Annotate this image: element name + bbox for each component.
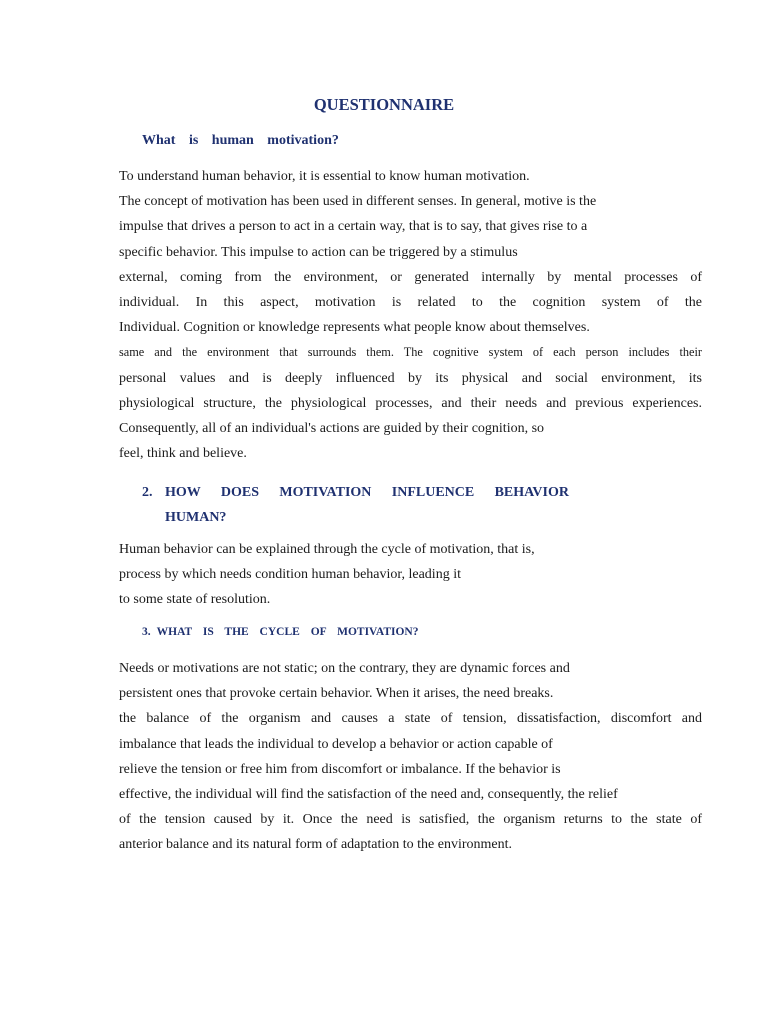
paragraph-line: process by which needs condition human behavior, leading it	[119, 567, 461, 583]
section-2-heading	[142, 480, 569, 530]
paragraph-line: The concept of motivation has been used in different senses. In general, motive is the	[119, 194, 597, 210]
section-1-paragraph	[119, 164, 702, 466]
paragraph-line: physiological structure, the physiological processes, and their needs and previous experiences.	[119, 395, 702, 411]
section-2-heading-line-1: HOW DOES MOTIVATION INFLUENCE BEHAVIOR	[165, 485, 569, 500]
paragraph-line: of the tension caused by it. Once the need is satisfied, the organism returns to the state of	[119, 812, 702, 828]
section-2-paragraph	[119, 537, 535, 613]
paragraph-line: feel, think and believe.	[119, 446, 247, 462]
section-2-heading-line-2: HUMAN?	[165, 510, 227, 525]
paragraph-line: to some state of resolution.	[119, 592, 271, 608]
paragraph-line: Individual. Cognition or knowledge represents what people know about themselves.	[119, 320, 590, 336]
document-title: QUESTIONNAIRE	[313, 95, 455, 114]
paragraph-line: the balance of the organism and causes a state of tension, dissatisfaction, discomfort and	[119, 711, 702, 727]
paragraph-line: persistent ones that provoke certain behavior. When it arises, the need breaks.	[119, 686, 554, 702]
paragraph-line: Needs or motivations are not static; on the contrary, they are dynamic forces and	[119, 661, 570, 676]
section-3-paragraph	[119, 656, 702, 858]
paragraph-line: imbalance that leads the individual to develop a behavior or action capable of	[119, 736, 553, 752]
section-1-heading: What is human motivation?	[142, 133, 339, 148]
paragraph-line: anterior balance and its natural form of adaptation to the environment.	[119, 837, 513, 853]
paragraph-line: To understand human behavior, it is essential to know human motivation.	[119, 169, 530, 184]
paragraph-line: relieve the tension or free him from discomfort or imbalance. If the behavior is	[119, 761, 561, 777]
section-3-heading	[142, 624, 418, 640]
paragraph-line: personal values and is deeply influenced by its physical and social environment, its	[119, 370, 702, 386]
section-2-number: 2.	[142, 485, 153, 500]
paragraph-line: impulse that drives a person to act in a certain way, that is to say, that gives rise to a	[119, 219, 588, 235]
paragraph-line: effective, the individual will find the satisfaction of the need and, consequently, the relief	[119, 786, 618, 802]
paragraph-line: Consequently, all of an individual's actions are guided by their cognition, so	[119, 420, 545, 436]
paragraph-line: Human behavior can be explained through the cycle of motivation, that is,	[119, 542, 535, 557]
paragraph-line: individual. In this aspect, motivation is related to the cognition system of the	[119, 294, 702, 310]
paragraph-line: same and the environment that surrounds them. The cognitive system of each person includes their	[119, 345, 702, 360]
paragraph-line: specific behavior. This impulse to action can be triggered by a stimulus	[119, 244, 518, 260]
paragraph-line: external, coming from the environment, or generated internally by mental processes of	[119, 269, 702, 285]
section-3-heading-text: WHAT IS THE CYCLE OF MOTIVATION?	[156, 626, 419, 638]
section-3-number: 3.	[142, 626, 151, 638]
